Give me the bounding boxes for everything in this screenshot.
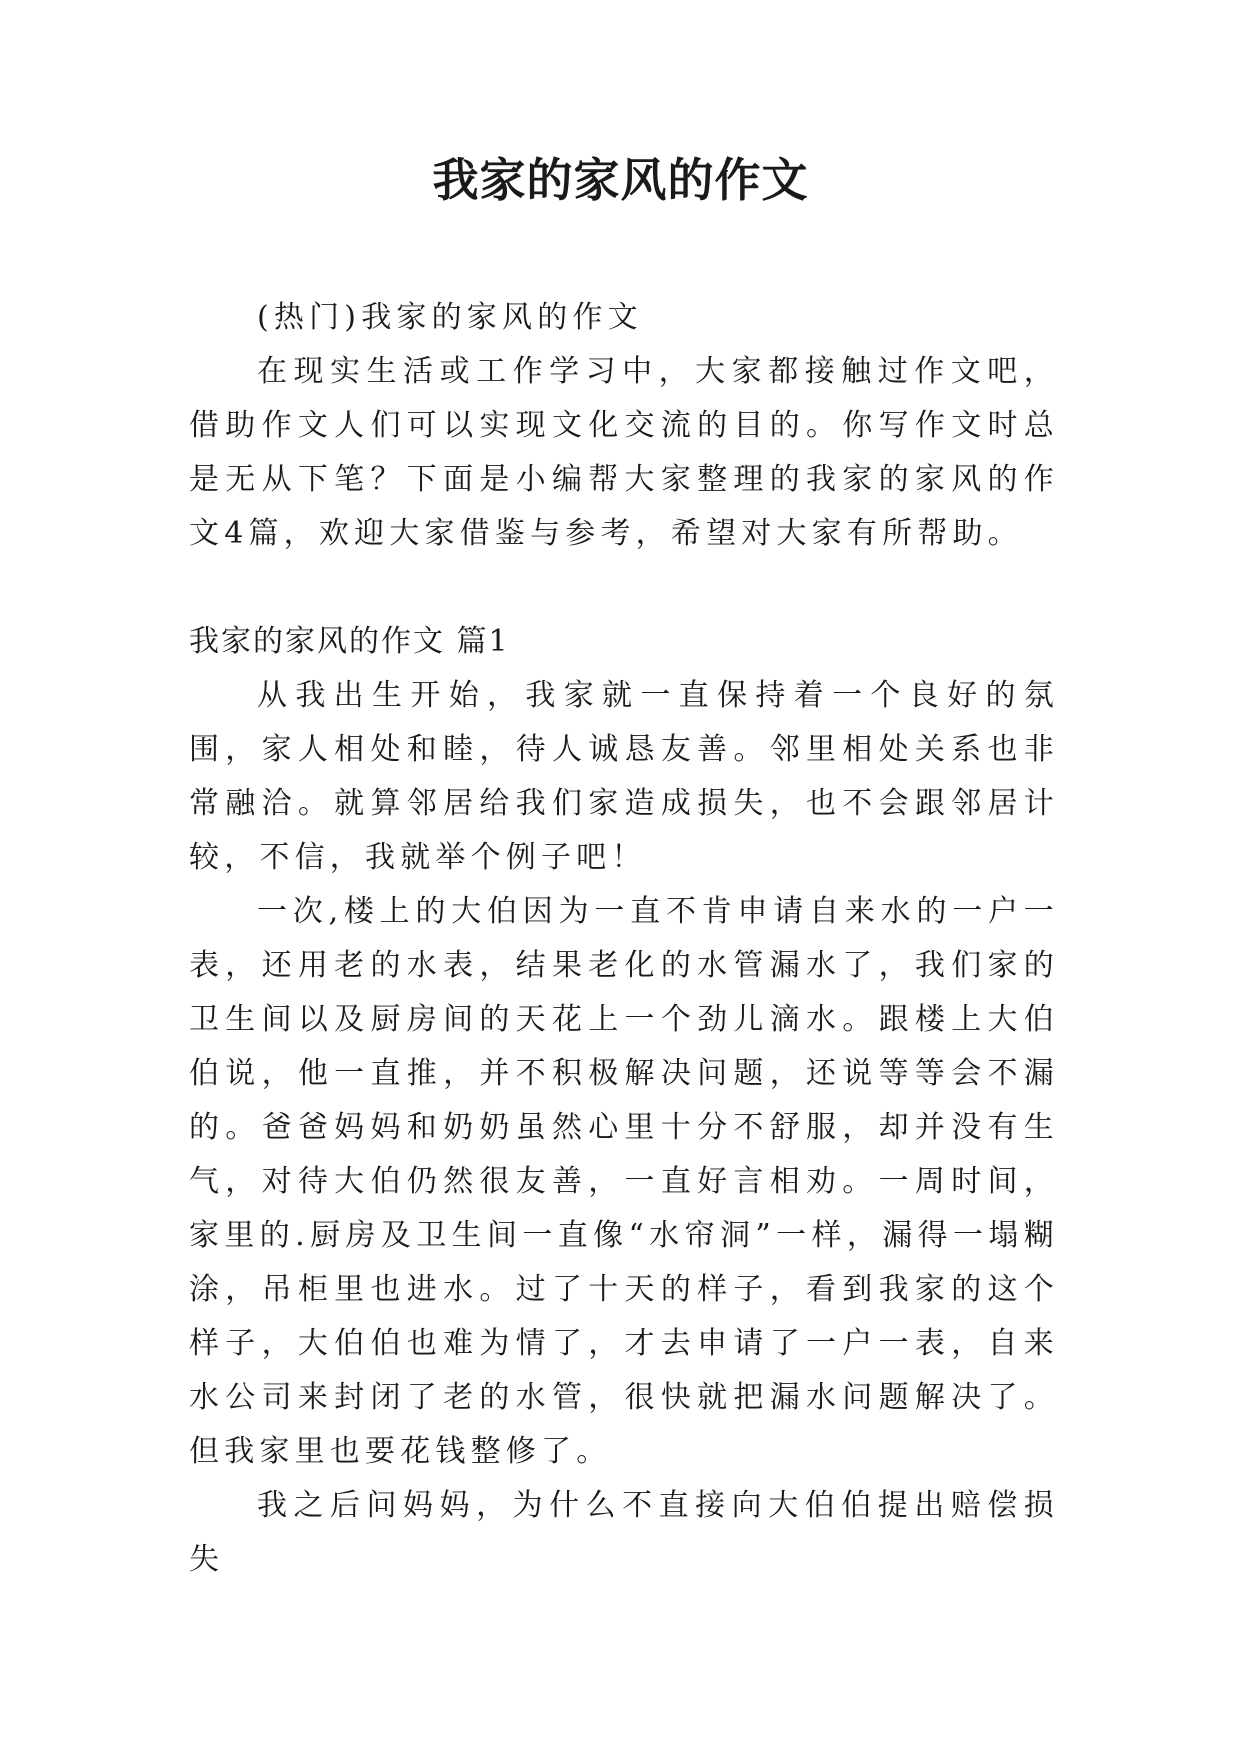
document-title: 我家的家风的作文: [432, 153, 809, 207]
section-heading: 我家的家风的作文 篇1: [189, 624, 510, 659]
body-paragraph: 我之后问妈妈，为什么不直接向大伯伯提出赔偿损失: [189, 1488, 1059, 1577]
subtitle-paragraph: (热门)我家的家风的作文: [257, 300, 643, 335]
document-body: [189, 291, 1059, 1587]
body-paragraph: 从我出生开始，我家就一直保持着一个良好的氛围，家人相处和睦，待人诚恳友善。邻里相处关系也非常融洽。就算邻居给我们家造成损失，也不会跟邻居计较，不信，我就举个例子吧！: [189, 678, 1059, 875]
body-paragraph: 一次,楼上的大伯因为一直不肯申请自来水的一户一表，还用老的水表，结果老化的水管漏水了，我们家的卫生间以及厨房间的天花上一个劲儿滴水。跟楼上大伯伯说，他一直推，并不积极解决问题，还说等等会不漏的。爸爸妈妈和奶奶虽然心里十分不舒服，却并没有生气，对待大伯仍然很友善，一直好言相劝。一周时间，家里的.厨房及卫生间一直像“水帘洞”一样，漏得一塌糊涂，吊柜里也进水。过了十天的样子，看到我家的这个样子，大伯伯也难为情了，才去申请了一户一表，自来水公司来封闭了老的水管，很快就把漏水问题解决了。但我家里也要花钱整修了。: [189, 894, 1059, 1469]
intro-paragraph: 在现实生活或工作学习中，大家都接触过作文吧，借助作文人们可以实现文化交流的目的。你写作文时总是无从下笔？下面是小编帮大家整理的我家的家风的作文4篇，欢迎大家借鉴与参考，希望对大家有所帮助。: [189, 354, 1059, 551]
